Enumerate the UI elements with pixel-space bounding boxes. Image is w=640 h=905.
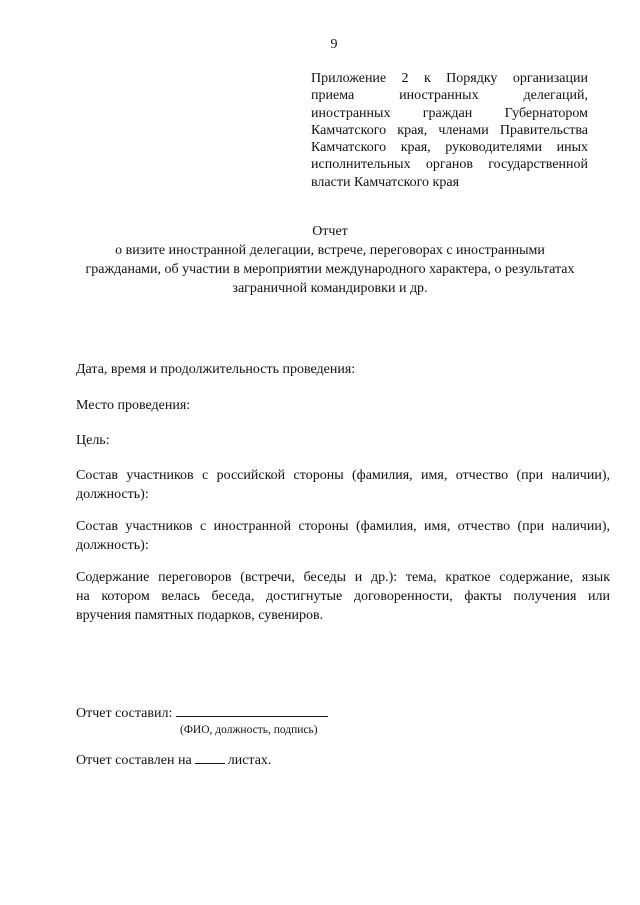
field-place <box>76 396 610 415</box>
sheets-suffix: листах. <box>227 753 272 768</box>
field-foreign-participants <box>76 517 610 555</box>
report-subtitle-line: гражданами, об участии в мероприятии международного характера, о результатах <box>85 262 575 277</box>
sheets-row <box>76 749 271 770</box>
report-title <box>60 222 600 298</box>
field-content <box>76 568 610 625</box>
report-subtitle-line: о визите иностранной делегации, встрече, переговорах с иностранными <box>115 243 545 258</box>
appendix-line: иностранных граждан Губернатором <box>311 105 588 121</box>
field-content-line: Содержание переговоров (встречи, беседы и др.): тема, краткое содержание, язык <box>76 570 610 585</box>
sheets-prefix: Отчет составлен на <box>76 753 192 768</box>
appendix-line: исполнительных органов государственной <box>311 157 588 173</box>
report-subtitle-line: заграничной командировки и др. <box>232 281 428 296</box>
signature-label: Отчет составил: <box>76 706 173 721</box>
appendix-line: власти Камчатского края <box>311 174 460 190</box>
signature-row <box>76 702 328 723</box>
appendix-line: приема иностранных делегаций, <box>311 88 588 104</box>
field-date-time-label: Дата, время и продолжительность проведения: <box>76 362 356 377</box>
signature-blank-line[interactable] <box>176 702 328 717</box>
signature-hint: (ФИО, должность, подпись) <box>180 724 318 736</box>
field-russian-participants-line: должность): <box>76 487 149 502</box>
report-heading: Отчет <box>312 224 348 239</box>
field-date-time <box>76 360 610 379</box>
appendix-line: Приложение 2 к Порядку организации <box>311 71 588 86</box>
appendix-line: Камчатского края, руководителями иных <box>311 140 588 156</box>
field-goal <box>76 431 610 450</box>
field-goal-label: Цель: <box>76 433 110 448</box>
page-number: 9 <box>330 37 338 52</box>
field-foreign-participants-line: должность): <box>76 538 149 553</box>
appendix-note <box>311 70 588 191</box>
appendix-line: Камчатского края, членами Правительства <box>311 122 588 138</box>
field-content-line: на котором велась беседа, достигнутые договоренности, факты получения или <box>76 589 610 604</box>
field-russian-participants-line: Состав участников с российской стороны (фамилия, имя, отчество (при наличии), <box>76 468 610 483</box>
field-content-line: вручения памятных подарков, сувениров. <box>76 608 324 623</box>
field-foreign-participants-line: Состав участников с иностранной стороны (фамилия, имя, отчество (при наличии), <box>76 519 610 534</box>
field-russian-participants <box>76 466 610 504</box>
field-place-label: Место проведения: <box>76 398 191 413</box>
sheets-count-blank[interactable] <box>195 749 225 764</box>
